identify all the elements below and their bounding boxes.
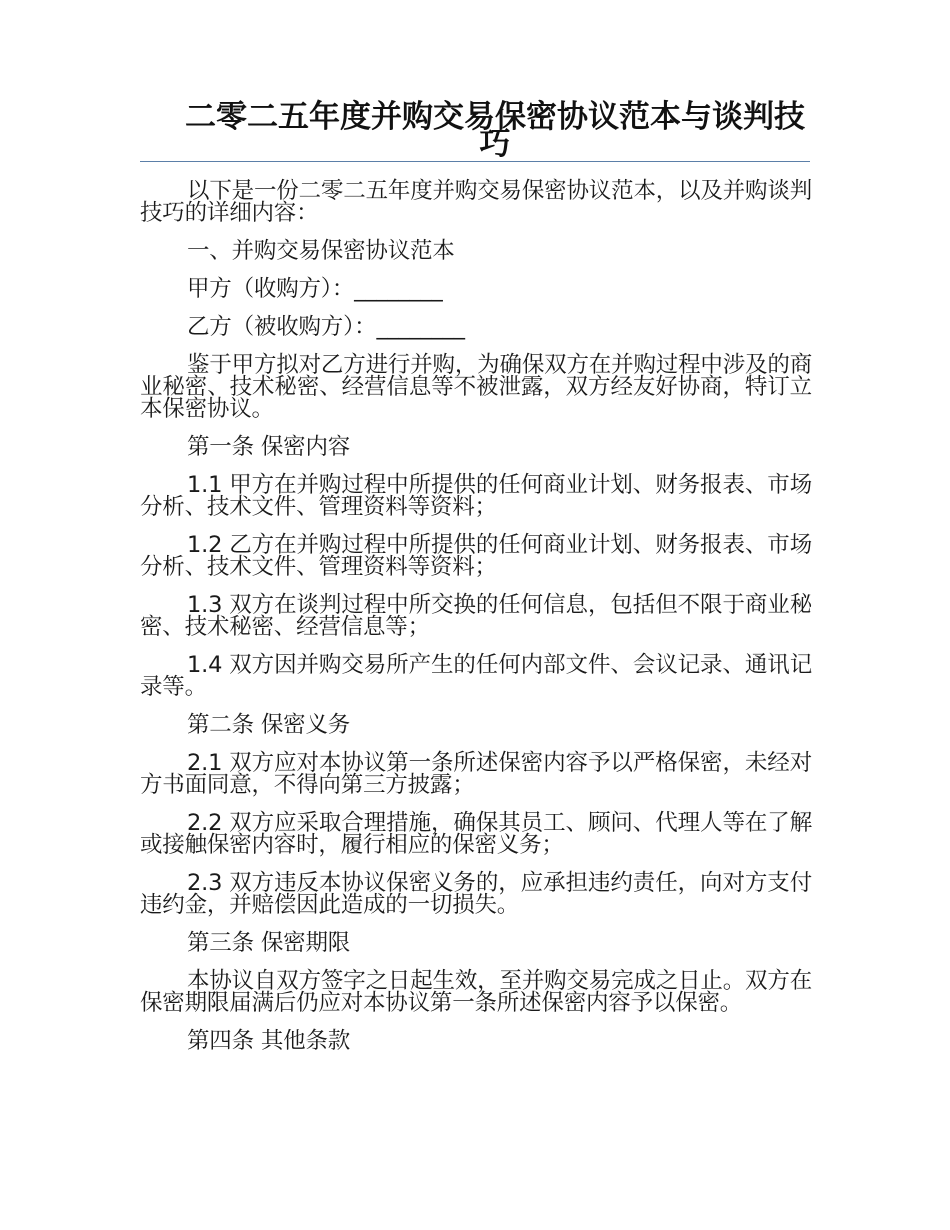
clause-2-2: 2.2 双方应采取合理措施，确保其员工、顾问、代理人等在了解或接触保密内容时，履行相应的保密义务； [140,810,812,858]
intro-paragraph: 以下是一份二零二五年度并购交易保密协议范本，以及并购谈判技巧的详细内容： [140,178,812,226]
article-4-heading: 第四条 其他条款 [187,1028,351,1054]
title-underline-divider [140,161,810,162]
clause-1-3: 1.3 双方在谈判过程中所交换的任何信息，包括但不限于商业秘密、技术秘密、经营信息等； [140,592,812,640]
document-body [140,180,812,1052]
clause-2-1: 2.1 双方应对本协议第一条所述保密内容予以严格保密，未经对方书面同意，不得向第三方披露； [140,750,812,798]
article-1-heading: 第一条 保密内容 [187,434,351,460]
document-title: 二零二五年度并购交易保密协议范本与谈判技巧 [185,99,805,162]
article-2-heading: 第二条 保密义务 [187,712,351,738]
party-b-line: 乙方（被收购方）：________ [187,314,465,340]
section-heading-template: 一、并购交易保密协议范本 [187,238,455,264]
clause-2-3: 2.3 双方违反本协议保密义务的，应承担违约责任，向对方支付违约金，并赔偿因此造成的一切损失。 [140,870,812,918]
article-3-heading: 第三条 保密期限 [187,930,351,956]
clause-1-1: 1.1 甲方在并购过程中所提供的任何商业计划、财务报表、市场分析、技术文件、管理资料等资料； [140,472,812,520]
party-a-line: 甲方（收购方）：________ [187,276,443,302]
preamble-paragraph: 鉴于甲方拟对乙方进行并购，为确保双方在并购过程中涉及的商业秘密、技术秘密、经营信息等不被泄露，双方经友好协商，特订立本保密协议。 [140,352,812,422]
clause-1-2: 1.2 乙方在并购过程中所提供的任何商业计划、财务报表、市场分析、技术文件、管理资料等资料； [140,532,812,580]
clause-1-4: 1.4 双方因并购交易所产生的任何内部文件、会议记录、通讯记录等。 [140,652,812,700]
term-paragraph: 本协议自双方签字之日起生效，至并购交易完成之日止。双方在保密期限届满后仍应对本协议第一条所述保密内容予以保密。 [140,968,812,1016]
